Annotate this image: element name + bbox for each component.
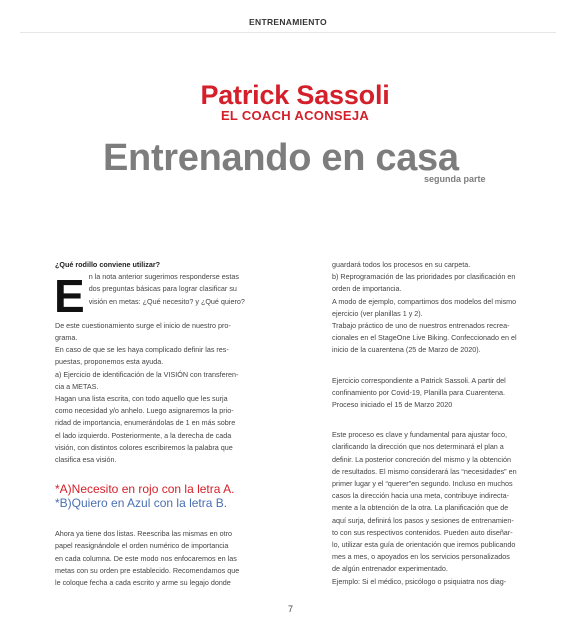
- body-line: en cada columna. De este modo nos enfocaremos en las: [55, 553, 237, 563]
- body-line: como necesidad y/o anhelo. Luego asignaremos la prio-: [55, 406, 234, 416]
- body-line: visión, con distintos colores escribiremos la palabra que: [55, 442, 233, 452]
- body-line: a) Ejercicio de identificación de la VISIÓN con transferen-: [55, 369, 239, 379]
- body-line: primer lugar y el “querer”en segundo. Incluso en muchos: [332, 479, 513, 489]
- body-line: aquí surja, definirá los pasos y sesiones de entrenamien-: [332, 515, 514, 525]
- body-line: Ahora ya tiene dos listas. Reescriba las mismas en otro: [55, 529, 232, 539]
- right-column: [332, 259, 532, 588]
- section-label: ENTRENAMIENTO: [249, 17, 327, 27]
- column-kicker: EL COACH ACONSEJA: [220, 108, 370, 123]
- drop-cap: E: [54, 270, 85, 323]
- body-line: confinamiento por Covid-19, Planilla para Cuarentena.: [332, 387, 506, 397]
- body-line: definir. La posterior concreción del mismo y la obtención: [332, 454, 511, 464]
- article-title: Entrenando en casa: [103, 137, 459, 179]
- section-heading: ¿Qué rodillo conviene utilizar?: [55, 260, 161, 269]
- body-line: En caso de que se les haya complicado definir las res-: [55, 345, 229, 355]
- highlight-blue-line: *B)Quiero en Azul con la letra B.: [55, 496, 228, 511]
- body-line: Trabajo práctico de uno de nuestros entrenados recrea-: [332, 321, 510, 331]
- left-column: [55, 259, 265, 589]
- body-line: Este proceso es clave y fundamental para ajustar foco,: [332, 430, 507, 440]
- body-line: visión en metas: ¿Qué necesito? y ¿Qué quiero?: [88, 296, 245, 306]
- body-line: grama.: [55, 333, 78, 343]
- body-line: inicio de la cuarentena (25 de Marzo de 2020).: [332, 345, 481, 355]
- page-number: 7: [288, 604, 294, 614]
- body-line: mes a mes, o apoyados en los servicios personalizados: [332, 552, 510, 562]
- body-line: mente a la obtención de la otra. La planificación que de: [332, 503, 509, 513]
- header-divider: [20, 32, 556, 33]
- author-name: Patrick Sassoli: [200, 80, 390, 110]
- body-line: papel reasignándole el orden numérico de importancia: [55, 541, 229, 551]
- body-line: cia a METAS.: [55, 381, 99, 391]
- article-subtitle: segunda parte: [424, 174, 486, 184]
- body-line: puestas, proponemos esta ayuda.: [55, 357, 164, 367]
- body-line: A modo de ejemplo, compartimos dos modelos del mismo: [332, 296, 517, 306]
- body-line: De este cuestionamiento surge el inicio de nuestro pro-: [55, 320, 231, 330]
- body-line: clasifica esa visión.: [55, 455, 117, 465]
- body-line: Ejemplo: Si el médico, psicólogo o psiquiatra nos diag-: [332, 576, 507, 586]
- body-line: casos la dirección hacia una meta, contribuye indirecta-: [332, 491, 509, 501]
- intro-paragraph: [54, 270, 265, 323]
- body-line: le coloque fecha a cada escrito y arme su legajo donde: [55, 578, 231, 588]
- body-line: ejercicio (ver planillas 1 y 2).: [332, 308, 423, 318]
- body-line: Proceso iniciado el 15 de Marzo 2020: [332, 400, 453, 410]
- body-line: cionales en el StageOne Live Biking. Confeccionado en el: [332, 333, 517, 343]
- body-line: clarificando la dirección que nos determinará el plan a: [332, 442, 504, 452]
- highlight-red-line: *A)Necesito en rojo con la letra A.: [55, 482, 235, 497]
- body-line: Ejercicio correspondiente a Patrick Sassoli. A partir del: [332, 375, 506, 385]
- body-line: dos preguntas básicas para lograr clasificar su: [88, 284, 237, 294]
- body-line: metas con su orden pre establecido. Recomendamos que: [55, 565, 240, 575]
- body-line: b) Reprogramación de las prioridades por clasificación en: [332, 272, 516, 282]
- body-line: lo, utilizar esta guía de orientación que iremos publicando: [332, 540, 516, 550]
- body-line: de algún entrenador experimentado.: [332, 564, 448, 574]
- body-line: orden de importancia.: [332, 284, 402, 294]
- body-line: guardará todos los procesos en su carpeta.: [332, 260, 471, 269]
- body-line: el lado izquierdo. Posteriormente, a la derecha de cada: [55, 430, 232, 440]
- body-line: Hagan una lista escrita, con todo aquello que les surja: [55, 394, 228, 404]
- body-line: to con sus respectivos contenidos. Pueden auto diseñar-: [332, 527, 513, 537]
- body-line: ridad de importancia, enumerándolas de 1 en más sobre: [55, 418, 236, 428]
- body-line: de resultados. El mismo considerará las “necesidades” en: [332, 466, 517, 476]
- body-line: n la nota anterior sugerimos responderse estas: [88, 272, 239, 282]
